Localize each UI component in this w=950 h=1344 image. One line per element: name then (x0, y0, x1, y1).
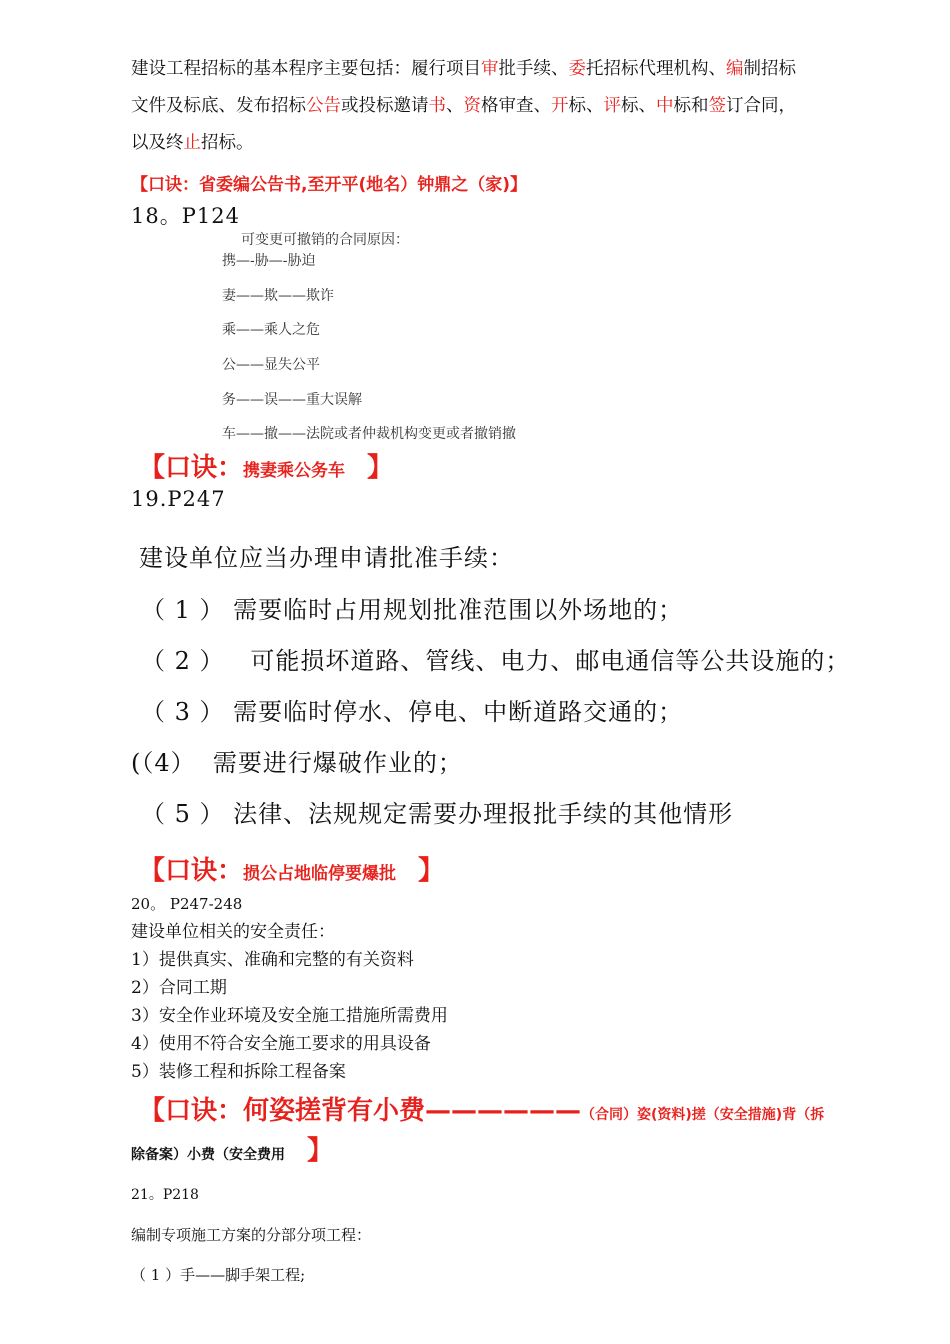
mnemonic-19 (139, 850, 444, 887)
mnemonic-17: 【口诀：省委编公告书,至开平(地名）钟鼎之（家)】 (131, 175, 527, 195)
mnemonic-detail: 除备案）小费（安全费用 (131, 1147, 285, 1163)
text-segment: 标和 (673, 96, 709, 116)
mnemonic-18 (139, 447, 393, 484)
list-item: 携—-胁—-胁迫 (222, 253, 316, 269)
paragraph-line-1 (131, 51, 796, 88)
highlighted-keyword: 编 (726, 59, 744, 79)
item-number: （ 3 ） (141, 698, 225, 726)
list-item: 5）装修工程和拆除工程备案 (131, 1062, 346, 1082)
text-segment: 托招标代理机构、 (586, 59, 726, 79)
text-segment: 以及终 (131, 133, 184, 153)
text-segment: 制招标 (743, 59, 796, 79)
mnemonic-main: 【口诀：何姿搓背有小费—————— (139, 1096, 582, 1126)
text-segment: 招标。 (201, 133, 254, 153)
intro-18: 可变更可撤销的合同原因： (241, 232, 409, 248)
intro-21: 编制专项施工方案的分部分项工程： (131, 1226, 372, 1244)
list-item (141, 794, 733, 829)
mnemonic-detail: （合同）姿(资料)搓（安全措施)背（拆 (581, 1107, 825, 1123)
item-number: （ 2 ） (141, 647, 225, 675)
list-item: 乘——乘人之危 (222, 322, 320, 338)
highlighted-keyword: 中 (656, 96, 674, 116)
item-number: （ 5 ） (141, 800, 225, 828)
list-item: 公——显失公平 (222, 357, 320, 373)
list-item: 3）安全作业环境及安全施工措施所需费用 (131, 1006, 448, 1026)
list-item: 车——撤——法院或者仲裁机构变更或者撤销撤 (222, 426, 516, 442)
list-item: 4）使用不符合安全施工要求的用具设备 (131, 1034, 431, 1054)
text-segment: 或投标邀请 (341, 96, 429, 116)
paragraph-line-2 (131, 88, 796, 125)
mnemonic-open: 【口诀： (139, 453, 244, 483)
highlighted-keyword: 公告 (306, 96, 341, 116)
highlighted-keyword: 审 (481, 59, 499, 79)
list-item (141, 590, 683, 625)
list-item: （ 1 ）手——脚手架工程; (131, 1266, 306, 1284)
highlighted-keyword: 评 (603, 96, 621, 116)
text-segment: 标、 (621, 96, 656, 116)
text-segment: 标、 (568, 96, 604, 116)
highlighted-keyword: 委 (568, 59, 586, 79)
highlighted-keyword: 资 (463, 96, 481, 116)
item-number: （ 1 ） (141, 596, 225, 624)
mnemonic-close: 】 (418, 856, 445, 886)
list-item: 务——误——重大误解 (222, 392, 362, 408)
list-item: 妻——欺——欺诈 (222, 288, 334, 304)
item-text: 需要进行爆破作业的； (212, 749, 463, 777)
item-text: 需要临时停水、停电、中断道路交通的； (233, 698, 684, 726)
highlighted-keyword: 书 (428, 96, 446, 116)
highlighted-keyword: 签 (708, 96, 726, 116)
text-segment: 、 (446, 96, 464, 116)
heading-20: 20。 P247-248 (131, 895, 243, 913)
list-item (141, 641, 850, 676)
list-item (131, 743, 463, 778)
mnemonic-text: 携妻乘公务车 (243, 461, 346, 481)
mnemonic-close: 】 (367, 453, 394, 483)
text-segment: 批手续、 (498, 59, 569, 79)
item-text: 法律、法规规定需要办理报批手续的其他情形 (233, 800, 734, 828)
highlighted-keyword: 止 (183, 133, 201, 153)
heading-21: 21。P218 (131, 1187, 199, 1203)
mnemonic-text: 损公占地临停要爆批 (243, 864, 397, 884)
list-item (141, 692, 683, 727)
list-item: 2）合同工期 (131, 978, 227, 998)
highlighted-keyword: 开 (551, 96, 569, 116)
heading-19: 19.P247 (131, 487, 226, 511)
mnemonic-20-line-1 (139, 1090, 824, 1127)
item-text: 需要临时占用规划批准范围以外场地的； (233, 596, 684, 624)
text-segment: 订合同， (726, 96, 796, 116)
item-text: 可能损坏道路、管线、电力、邮电通信等公共设施的； (250, 647, 851, 675)
heading-18: 18。P124 (131, 204, 240, 228)
intro-20: 建设单位相关的安全责任： (131, 922, 335, 942)
text-segment: 建设工程招标的基本程序主要包括：履行项目 (131, 59, 481, 79)
intro-19: 建设单位应当办理申请批准手续： (139, 544, 514, 572)
paragraph-line-3 (131, 125, 254, 162)
text-segment: 文件及标底、发布招标 (131, 96, 306, 116)
mnemonic-open: 【口诀： (139, 856, 244, 886)
list-item: 1）提供真实、准确和完整的有关资料 (131, 950, 414, 970)
item-number: (（4） (131, 749, 196, 777)
text-segment: 格审查、 (481, 96, 551, 116)
mnemonic-close: 】 (307, 1136, 334, 1166)
mnemonic-20-line-2 (131, 1130, 333, 1167)
